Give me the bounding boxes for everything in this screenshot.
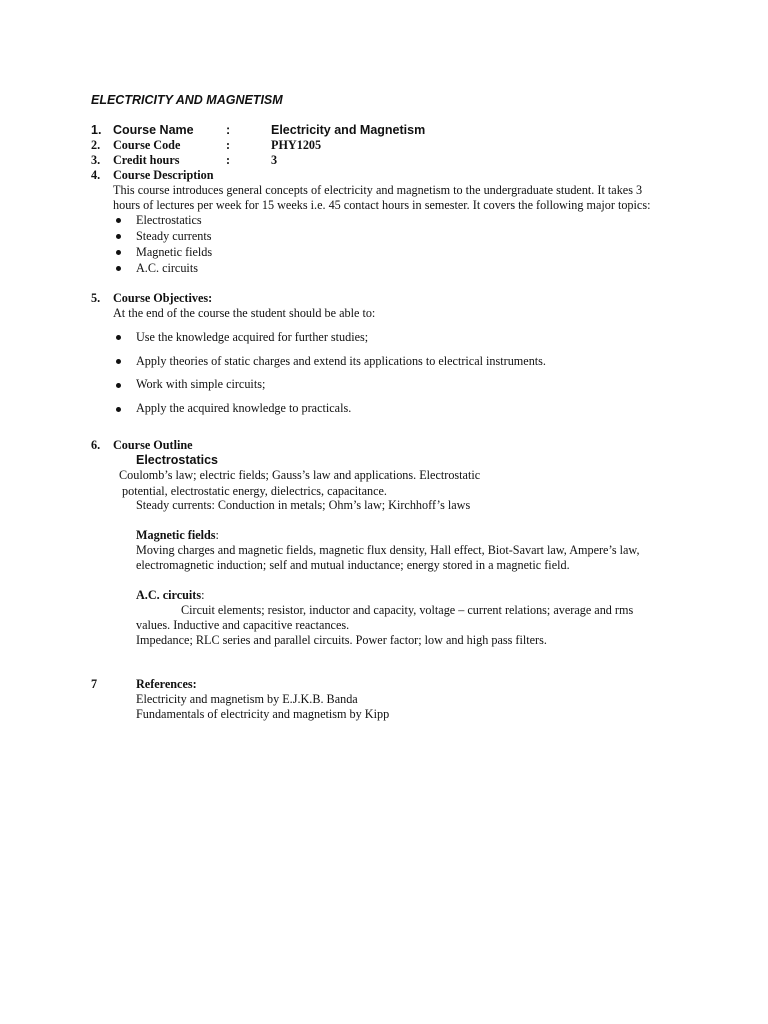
course-outline-heading: Course Outline — [113, 438, 193, 452]
ac-circuits-heading-row — [136, 588, 205, 603]
ac-circuits-text — [181, 603, 676, 618]
objective-item: Apply the acquired knowledge to practicals. — [136, 401, 352, 415]
bullet-icon — [116, 407, 121, 412]
bullet-icon — [116, 218, 121, 223]
ac-circuits-line-2: values. Inductive and capacitive reactances. — [136, 618, 350, 632]
magnetic-fields-colon: : — [215, 528, 219, 542]
bullet-icon — [116, 335, 121, 340]
course-description-line-1: This course introduces general concepts of electricity and magnetism to the undergraduate student. It takes 3 — [113, 183, 643, 197]
objective-item: Work with simple circuits; — [136, 377, 266, 391]
ac-circuits-heading: A.C. circuits — [136, 588, 202, 602]
course-objectives-heading: Course Objectives: — [113, 291, 213, 305]
bullet-icon — [116, 234, 121, 239]
bullet-icon — [116, 250, 121, 255]
credit-hours-colon: : — [226, 153, 231, 167]
reference-item: Fundamentals of electricity and magnetism by Kipp — [136, 707, 390, 721]
magnetic-fields-heading-row — [136, 528, 219, 543]
reference-item: Electricity and magnetism by E.J.K.B. Banda — [136, 692, 358, 706]
bullet-icon — [116, 266, 121, 271]
course-code-colon: : — [226, 138, 231, 152]
topic-item: Electrostatics — [136, 213, 202, 227]
electrostatics-line-2: potential, electrostatic energy, dielectrics, capacitance. — [122, 484, 387, 498]
steady-currents-line: Steady currents: Conduction in metals; Ohm’s law; Kirchhoff’s laws — [136, 498, 471, 512]
objective-item: Apply theories of static charges and extend its applications to electrical instruments. — [136, 354, 546, 368]
course-code-value: PHY1205 — [271, 138, 322, 152]
electrostatics-line-1: Coulomb’s law; electric fields; Gauss’s law and applications. Electrostatic — [119, 468, 481, 482]
course-code-label: Course Code — [113, 138, 181, 152]
ac-circuits-line-3: Impedance; RLC series and parallel circuits. Power factor; low and high pass filters. — [136, 633, 547, 647]
document-title: ELECTRICITY AND MAGNETISM — [91, 93, 283, 107]
item-number-3: 3. — [91, 153, 101, 167]
credit-hours-label: Credit hours — [113, 153, 180, 167]
course-description-line-2: hours of lectures per week for 15 weeks i.e. 45 contact hours in semester. It covers the following major topics: — [113, 198, 651, 212]
item-number-4: 4. — [91, 168, 101, 182]
bullet-icon — [116, 359, 121, 364]
topic-item: Steady currents — [136, 229, 212, 243]
topic-item: A.C. circuits — [136, 261, 198, 275]
item-number-5: 5. — [91, 291, 101, 305]
ac-circuits-colon: : — [201, 588, 205, 602]
magnetic-fields-heading: Magnetic fields — [136, 528, 216, 542]
item-number-2: 2. — [91, 138, 101, 152]
course-name-value: Electricity and Magnetism — [271, 123, 426, 137]
ac-circuits-line-1: Circuit elements; resistor, inductor and capacity, voltage – current relations; average and rms — [181, 603, 634, 617]
references-heading: References: — [136, 677, 197, 691]
magnetic-fields-line-1: Moving charges and magnetic fields, magnetic flux density, Hall effect, Biot-Savart law, Ampere’s law, — [136, 543, 640, 557]
magnetic-fields-text — [136, 543, 676, 558]
course-objectives-intro: At the end of the course the student should be able to: — [113, 306, 376, 320]
course-name-colon: : — [226, 123, 231, 137]
objective-item: Use the knowledge acquired for further studies; — [136, 330, 369, 344]
magnetic-fields-line-2: electromagnetic induction; self and mutual inductance; energy stored in a magnetic field. — [136, 558, 570, 572]
credit-hours-value: 3 — [271, 153, 278, 167]
item-number-1: 1. — [91, 123, 102, 137]
electrostatics-heading: Electrostatics — [136, 453, 218, 467]
course-description-heading: Course Description — [113, 168, 214, 182]
item-number-6: 6. — [91, 438, 101, 452]
bullet-icon — [116, 383, 121, 388]
topic-item: Magnetic fields — [136, 245, 213, 259]
course-name-label: Course Name — [113, 123, 194, 137]
item-number-7: 7 — [91, 677, 98, 691]
